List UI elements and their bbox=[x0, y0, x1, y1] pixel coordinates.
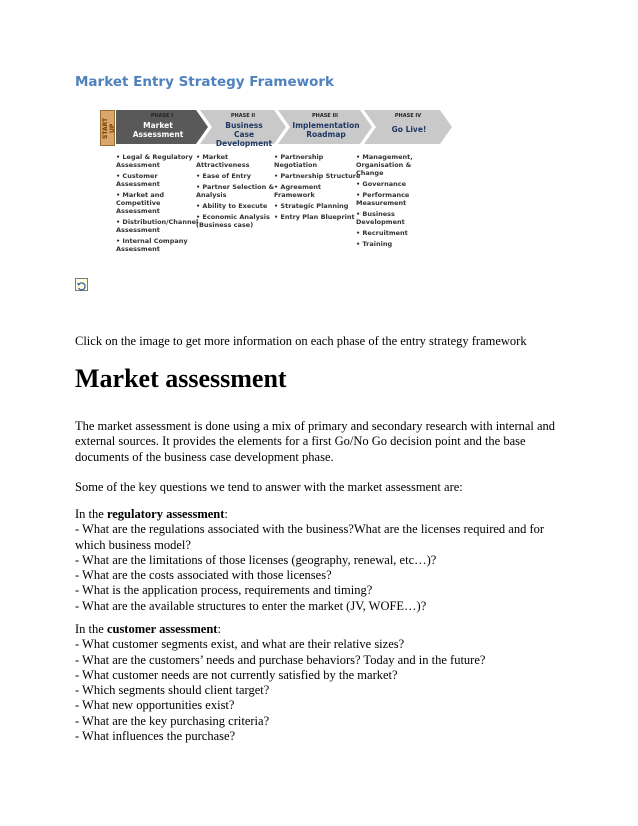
page-heading: Market Entry Strategy Framework bbox=[75, 74, 335, 90]
phase-3-activities: • Partnership Negotiation • Partnership Structure • Agreement Framework • Strategic Planning • Entry Plan Blueprint bbox=[274, 153, 361, 221]
phase-1-chevron[interactable]: PHASE I Market Assessment bbox=[116, 110, 208, 144]
phase-4-activities: • Management, Organisation & Change • Governance • Performance Measurement • Business Development • Recruitment • Training bbox=[356, 153, 413, 248]
customer-heading: In the customer assessment: bbox=[75, 622, 221, 636]
startup-tab: START UP bbox=[100, 110, 115, 146]
regulatory-heading: In the regulatory assessment: bbox=[75, 507, 228, 521]
phase-3-chevron[interactable]: PHASE III Implementation Roadmap bbox=[278, 110, 372, 144]
embedded-object-icon[interactable] bbox=[75, 278, 88, 291]
click-instruction: Click on the image to get more information on each phase of the entry strategy framework bbox=[75, 334, 527, 348]
phase-2-chevron[interactable]: PHASE II Business Case Development bbox=[200, 110, 286, 144]
regulatory-section: In the regulatory assessment: - What are the regulations associated with the business?What are the licenses required and for which business model? - What are the limitations of those licenses (geography, renewal, etc…)? - What are the costs associated with those licenses? - What is the application process, requirements and timing? - What are the available structures to enter the market (JV, WOFE…)? bbox=[75, 507, 565, 614]
phase-1-activities: • Legal & Regulatory Assessment • Customer Assessment • Market and Competitive Assessment • Distribution/Channel Assessment • Internal Company Assessment bbox=[116, 153, 199, 253]
refresh-icon bbox=[76, 281, 87, 292]
phase-bar bbox=[100, 108, 452, 146]
section-title: Market assessment bbox=[75, 364, 287, 393]
questions-intro: Some of the key questions we tend to answer with the market assessment are: bbox=[75, 480, 463, 494]
phase-4-chevron[interactable]: PHASE IV Go Live! bbox=[364, 110, 452, 144]
phase-2-activities: • Market Attractiveness • Ease of Entry • Partner Selection & Analysis • Ability to Execute • Economic Analysis (Business case) bbox=[196, 153, 275, 229]
customer-section: In the customer assessment: - What customer segments exist, and what are their relative sizes? - What are the customers’ needs and purchase behaviors? Today and in the future? - What customer needs are not currently satisfied by the market? - Which segments should client target? - What new opportunities exist? - What are the key purchasing criteria? - What influences the purchase? bbox=[75, 622, 565, 744]
intro-paragraph: The market assessment is done using a mix of primary and secondary research with internal and external sources. It provides the elements for a first Go/No Go decision point and the base documents of the business case development phase. bbox=[75, 419, 556, 464]
entry-strategy-framework-image[interactable] bbox=[100, 108, 452, 262]
